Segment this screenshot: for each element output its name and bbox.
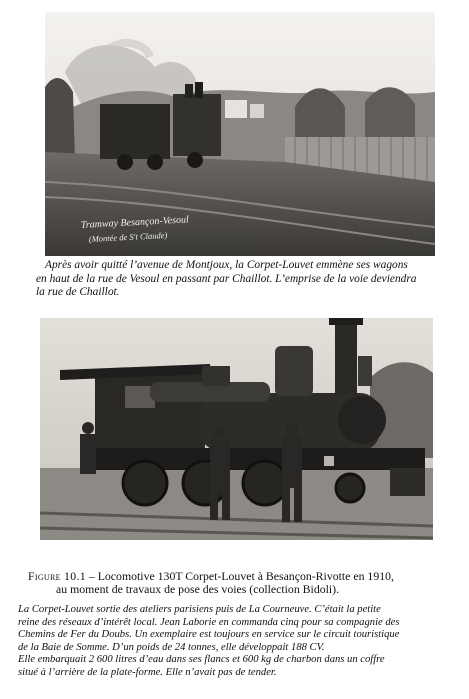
body-line: de la Baie de Somme. D’un poids de 24 tonnes, elle développait 188 CV.: [18, 641, 325, 653]
body-paragraph: [18, 604, 463, 680]
body-line: Elle embarquait 2 600 litres d’eau dans ses flancs et 600 kg de charbon dans un coffre: [18, 654, 385, 666]
handwritten-caption-line-1: Tramway Besançon-Vesoul: [80, 214, 190, 231]
locomotive-photo: [40, 318, 433, 540]
figure-caption: [28, 570, 453, 596]
photo-caption-line: en haut de la rue de Vesoul en passant par Chaillot. L’emprise de la voie deviendra: [36, 272, 417, 285]
figure-caption-line: – Locomotive 130T Corpet-Louvet à Besançon-Rivotte en 1910,: [85, 569, 394, 583]
body-line: Chemins de Fer du Doubs. Un exemplaire est toujours en service sur le circuit touristique: [18, 629, 400, 641]
tramway-photo-image: [45, 12, 435, 256]
figure-caption-line: au moment de travaux de pose des voies (collection Bidoli).: [56, 582, 340, 596]
body-line: situé à l’arrière de la plate-forme. Elle n’avait pas de tender.: [18, 666, 277, 678]
body-line: reine des réseaux d’intérêt local. Jean Laborie en commanda cinq pour sa compagnie des: [18, 616, 400, 628]
handwritten-caption-line-2: (Montée de S't Claude): [88, 229, 168, 244]
body-line: La Corpet-Louvet sortie des ateliers parisiens puis de La Courneuve. C’était la petite: [18, 604, 381, 615]
photo-caption-line: la rue de Chaillot.: [36, 286, 120, 299]
figure-label: Figure 10.1: [28, 569, 86, 583]
photo-caption-line: Après avoir quitté l’avenue de Montjoux, la Corpet-Louvet emmène ses wagons: [45, 259, 408, 271]
photo-caption: [36, 259, 456, 300]
tramway-photo: [45, 12, 435, 256]
locomotive-photo-image: [40, 318, 433, 540]
